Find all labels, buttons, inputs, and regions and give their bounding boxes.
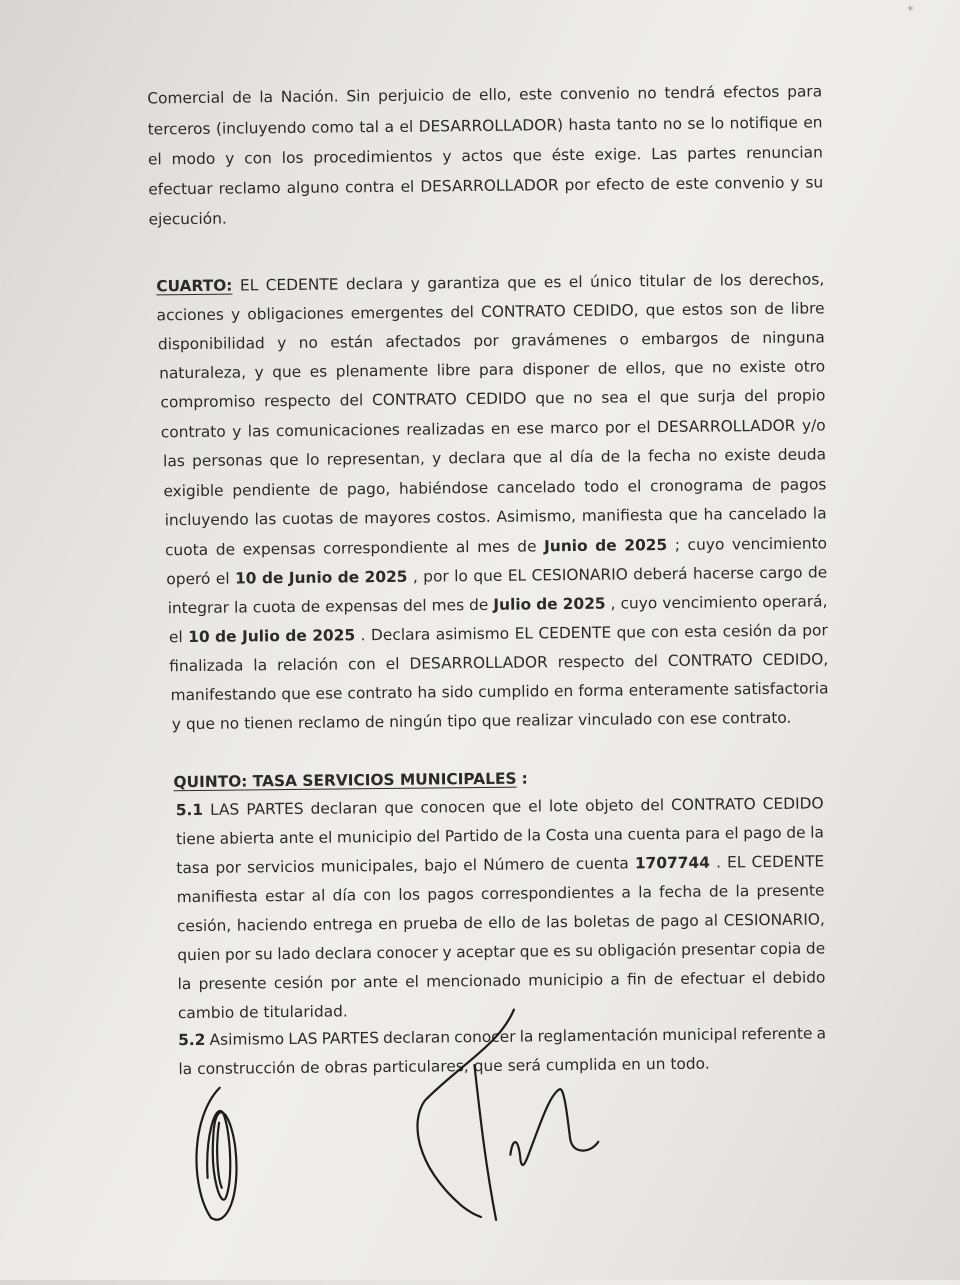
text-line: la construcción de obras particulares, que será cumplida en un todo. <box>178 1054 710 1079</box>
text-line: tasa por servicios municipales, bajo el Número de cuenta 1707744 . EL CEDENTE <box>176 852 825 878</box>
section-heading-quinto: QUINTO: TASA SERVICIOS MUNICIPALES : <box>173 769 528 792</box>
text-line: la presente cesión por ante el mencionado municipio a fin de efectuar el debido <box>177 968 826 994</box>
signature-right <box>399 1004 621 1236</box>
text-line: incluyendo las cuotas de mayores costos. Asimismo, manifiesta que ha cancelado la <box>164 504 827 530</box>
text-line: integrar la cuota de expensas del mes de Julio de 2025 , cuyo vencimiento operará, <box>167 592 828 618</box>
text-line: efectuar reclamo alguno contra el DESARROLLADOR por efecto de este convenio y su <box>148 173 824 199</box>
text-line: 5.2 Asimismo LAS PARTES declaran conocer la reglamentación municipal referente a <box>178 1024 827 1050</box>
text-line: manifiesta estar al día con los pagos correspondientes a la fecha de la presente <box>176 881 825 907</box>
text-line: contrato y las comunicaciones realizadas en ese marco por el DESARROLLADOR y/o <box>160 416 826 442</box>
text-line: el 10 de Julio de 2025 . Declara asimismo EL CEDENTE que con esta cesión da por <box>168 621 828 647</box>
text-line: CUARTO: EL CEDENTE declara y garantiza que es el único titular de los derechos, <box>156 264 824 301</box>
text-line: quien por su lado declara conocer y aceptar que es su obligación presentar copia de <box>177 939 826 965</box>
text-line: 5.1 LAS PARTES declaran que conocen que el lote objeto del CONTRATO CEDIDO <box>175 794 824 820</box>
text-line: naturaleza, y que es plenamente libre para disponer de ellos, que no existe otro <box>159 357 826 383</box>
text-line: terceros (incluyendo como tal a el DESARROLLADOR) hasta tanto no se lo notifique en <box>147 113 823 139</box>
text-line: tiene abierta ante el municipio del Partido de la Costa una cuenta para el pago de la <box>175 823 825 849</box>
text-line: Comercial de la Nación. Sin perjuicio de ello, este convenio no tendrá efectos para <box>147 82 823 108</box>
text-line: finalizada la relación con el DESARROLLADOR respecto del CONTRATO CEDIDO, <box>169 650 829 676</box>
signature-left <box>185 1077 257 1228</box>
text-line: ejecución. <box>148 209 227 229</box>
text-line: compromiso respecto del CONTRATO CEDIDO que no sea el que surja del propio <box>160 386 826 412</box>
text-line: operó el 10 de Junio de 2025 , por lo que EL CESIONARIO deberá hacerse cargo de <box>166 563 828 589</box>
text-line: cesión, haciendo entrega en prueba de ello de las boletas de pago al CESIONARIO, <box>176 910 825 936</box>
section-heading-cuarto: CUARTO: <box>156 276 233 296</box>
text-line: exigible pendiente de pago, habiéndose cancelado todo el cronograma de pagos <box>163 475 827 501</box>
text-line: disponibilidad y no están afectados por gravámenes o embargos de ninguna <box>157 328 825 354</box>
text-line: el modo y con los procedimientos y actos que éste exige. Las partes renuncian <box>147 143 823 169</box>
corner-mark: * <box>907 3 914 18</box>
text-line: las personas que lo representan, y declara que al día de la fecha no existe deuda <box>163 445 827 471</box>
text-line: cuota de expensas correspondiente al mes de Junio de 2025 ; cuyo vencimiento <box>164 534 828 560</box>
text-line: manifestando que ese contrato ha sido cumplido en forma enteramente satisfactoria <box>170 679 829 705</box>
text-line: y que no tienen reclamo de ningún tipo que realizar vinculado con ese contrato. <box>171 708 792 734</box>
text-line: cambio de titularidad. <box>177 1002 348 1023</box>
text-line: acciones y obligaciones emergentes del CONTRATO CEDIDO, que estos son de libre <box>156 299 825 325</box>
